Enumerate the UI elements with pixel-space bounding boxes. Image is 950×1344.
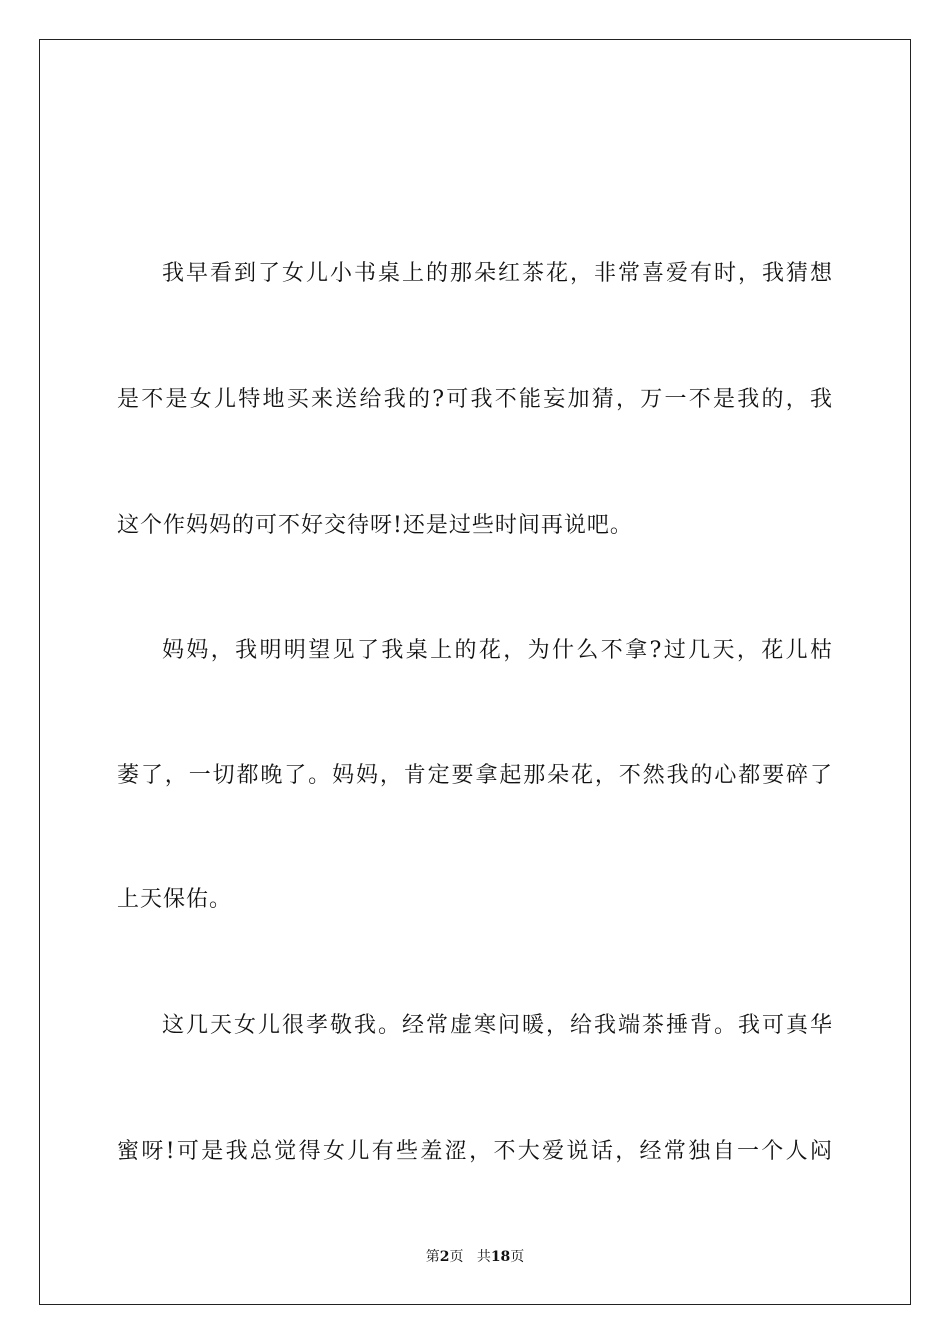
- footer-total-prefix: 共: [476, 1249, 491, 1265]
- footer-page-number: 2: [439, 1249, 450, 1265]
- paragraph-1-line-3: 这个作妈妈的可不好交待呀!还是过些时间再说吧。: [117, 513, 633, 538]
- footer-total-pages: 18: [490, 1249, 511, 1265]
- footer-total-suffix: 页: [510, 1249, 525, 1265]
- paragraph-1-line-2: 是不是女儿特地买来送给我的?可我不能妄加猜，万一不是我的，我: [117, 387, 833, 412]
- paragraph-2-line-1: 妈妈，我明明望见了我桌上的花，为什么不拿?过几天，花儿枯: [162, 638, 833, 663]
- paragraph-3-line-1: 这几天女儿很孝敬我。经常虚寒问暖，给我端茶捶背。我可真华: [162, 1013, 833, 1038]
- page-footer: [0, 1248, 950, 1266]
- footer-page-suffix: 页: [449, 1249, 464, 1265]
- footer-page-prefix: 第: [425, 1249, 440, 1265]
- paragraph-3-line-2: 蜜呀!可是我总觉得女儿有些羞涩，不大爱说话，经常独自一个人闷: [117, 1139, 833, 1164]
- paragraph-1-line-1: 我早看到了女儿小书桌上的那朵红茶花，非常喜爱有时，我猜想: [162, 261, 833, 286]
- page-frame: [39, 39, 911, 1305]
- paragraph-2-line-2: 萎了，一切都晚了。妈妈，肯定要拿起那朵花，不然我的心都要碎了: [117, 763, 833, 788]
- paragraph-2-line-3: 上天保佑。: [117, 887, 233, 912]
